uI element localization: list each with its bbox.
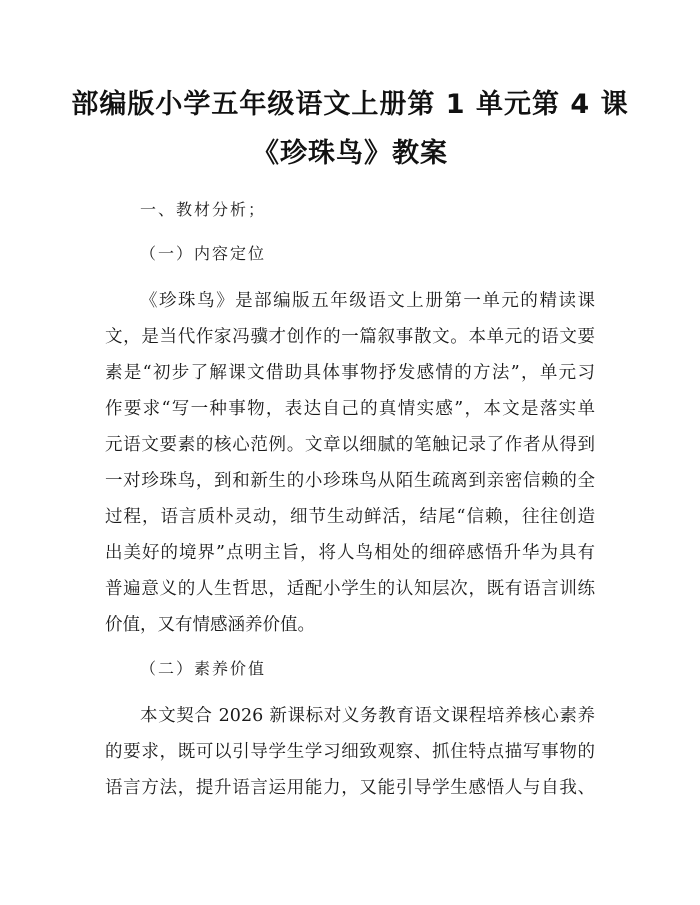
section-heading-teaching-material-analysis: 一、教材分析； [140,200,267,219]
subsection-heading-content-positioning: （一）内容定位 [140,244,267,263]
subsection-heading-literacy-value: （二）素养价值 [140,659,267,678]
paragraph-2-line: 本文契合 2026 新课标对义务教育语文课程培养核心素养 [140,706,595,726]
paragraph-1-line: 《珍珠鸟》是部编版五年级语文上册第一单元的精读课 [140,291,595,311]
paragraph-2-line: 的要求，既可以引导学生学习细致观察、抓住特点描写事物的 [105,742,595,762]
paragraph-1-line: 素是“初步了解课文借助具体事物抒发感情的方法”，单元习 [105,363,595,383]
document-title-line-1: 部编版小学五年级语文上册第 1 单元第 4 课 [71,89,629,120]
paragraph-1-line: 价值，又有情感涵养价值。 [105,615,315,635]
paragraph-1-line: 一对珍珠鸟，到和新生的小珍珠鸟从陌生疏离到亲密信赖的全 [105,471,595,491]
paragraph-1-line: 出美好的境界”点明主旨，将人鸟相处的细碎感悟升华为具有 [105,543,595,563]
paragraph-1-line: 文，是当代作家冯骥才创作的一篇叙事散文。本单元的语文要 [105,327,595,347]
document-title-line-2: 《珍珠鸟》教案 [252,138,448,169]
paragraph-1-line: 普遍意义的人生哲思，适配小学生的认知层次，既有语言训练 [105,579,595,599]
paragraph-1-line: 作要求“写一种事物，表达自己的真情实感”，本文是落实单 [105,399,595,419]
paragraph-2-line: 语言方法，提升语言运用能力，又能引导学生感悟人与自我、 [105,778,595,798]
paragraph-1-line: 过程，语言质朴灵动，细节生动鲜活，结尾“信赖，往往创造 [105,507,595,527]
paragraph-1-line: 元语文要素的核心范例。文章以细腻的笔触记录了作者从得到 [105,435,595,455]
